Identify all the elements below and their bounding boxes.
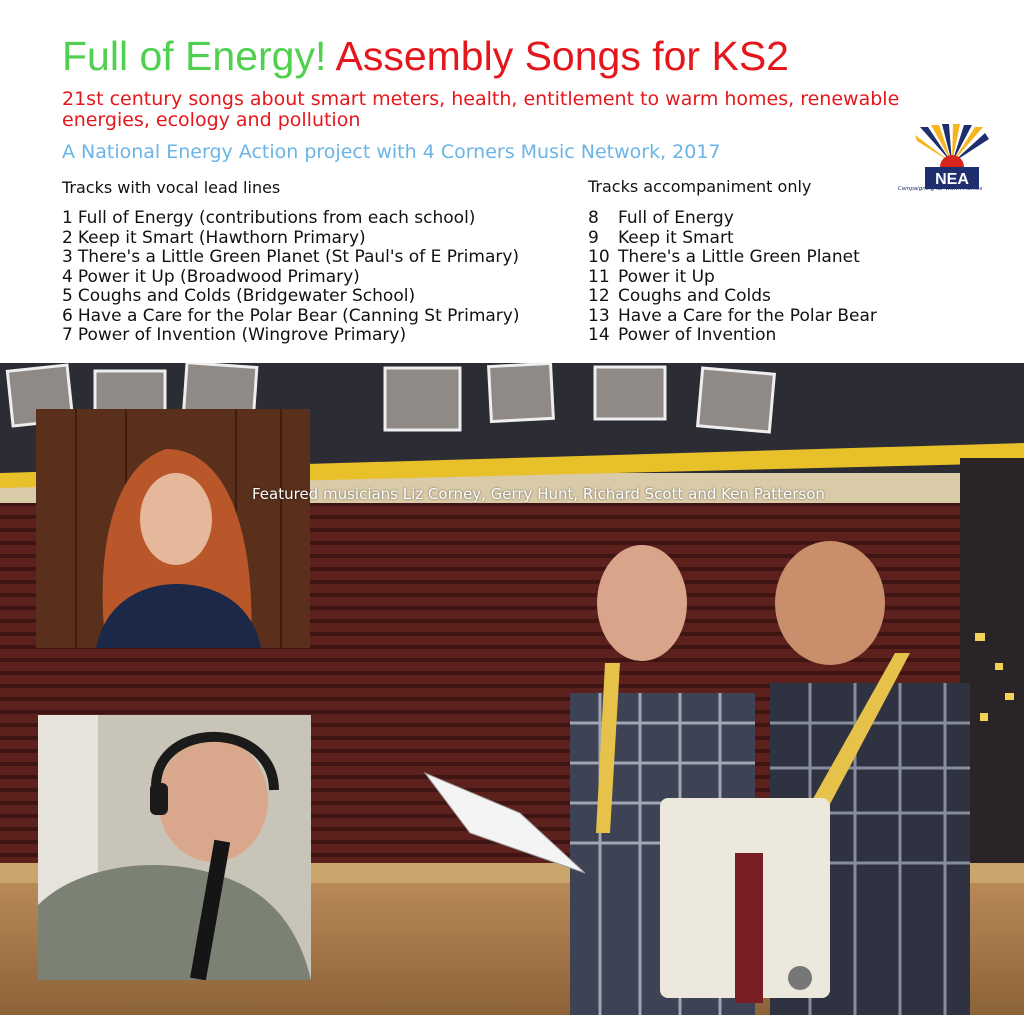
track-title: Coughs and Colds (Bridgewater School) — [77, 286, 416, 306]
track-number: 9 — [588, 227, 599, 248]
track-number: 8 — [588, 208, 599, 228]
track-item — [62, 287, 519, 307]
track-item — [588, 287, 877, 307]
project-credit: A National Energy Action project with 4 Corners Music Network, 2017 — [62, 141, 721, 163]
track-number: 14 — [588, 325, 610, 345]
title-part-green: Full of Energy! — [62, 33, 327, 79]
photo-caption: Featured musicians Liz Corney, Gerry Hunt, Richard Scott and Ken Patterson — [252, 485, 825, 503]
track-number: 2 — [62, 227, 73, 248]
track-title: Power it Up (Broadwood Primary) — [77, 266, 360, 287]
track-number: 5 — [62, 286, 73, 306]
track-number: 7 — [62, 325, 73, 345]
accompaniment-track-list — [588, 209, 877, 346]
inset-photo-clarinetist — [38, 715, 311, 980]
title-part-red: Assembly Songs for KS2 — [335, 33, 789, 79]
track-title: There's a Little Green Planet — [618, 247, 860, 267]
track-item — [588, 248, 877, 268]
album-subtitle: 21st century songs about smart meters, health, entitlement to warm homes, renewable energies, ecology and pollution — [62, 88, 900, 131]
track-title: Full of Energy — [618, 208, 734, 228]
track-item — [588, 229, 877, 249]
track-title: Keep it Smart (Hawthorn Primary) — [77, 227, 366, 248]
nea-logo-text: NEA — [935, 171, 969, 188]
album-title — [62, 30, 789, 82]
track-title: Power of Invention — [618, 325, 777, 345]
vocal-heading: Tracks with vocal lead lines — [62, 178, 281, 197]
track-item — [62, 229, 519, 249]
track-number: 4 — [62, 266, 73, 287]
track-item — [62, 268, 519, 288]
track-title: Coughs and Colds — [618, 286, 771, 306]
track-title: Full of Energy (contributions from each school) — [77, 208, 476, 228]
track-item — [62, 307, 519, 327]
track-number: 6 — [62, 305, 73, 326]
track-number: 3 — [62, 247, 73, 267]
track-item — [588, 209, 877, 229]
track-number: 12 — [588, 286, 610, 306]
track-item — [62, 209, 519, 229]
track-number: 10 — [588, 247, 610, 267]
track-item — [588, 326, 877, 346]
track-title: Keep it Smart — [618, 227, 734, 248]
track-item — [62, 326, 519, 346]
track-item — [62, 248, 519, 268]
track-number: 11 — [588, 266, 610, 287]
track-title: There's a Little Green Planet (St Paul's of E Primary) — [77, 247, 520, 267]
track-title: Have a Care for the Polar Bear (Canning St Primary) — [77, 305, 520, 326]
track-title: Power it Up — [618, 266, 715, 287]
track-title: Have a Care for the Polar Bear — [618, 305, 877, 326]
nea-logo — [915, 123, 989, 195]
inset-photo-singer — [36, 409, 310, 648]
accompaniment-heading: Tracks accompaniment only — [588, 177, 812, 196]
track-number: 1 — [62, 208, 73, 228]
nea-tagline: Campaigning for Warm Homes — [897, 186, 983, 192]
track-item — [588, 307, 877, 327]
track-number: 13 — [588, 305, 610, 326]
track-title: Power of Invention (Wingrove Primary) — [77, 325, 407, 345]
track-item — [588, 268, 877, 288]
vocal-track-list — [62, 209, 519, 346]
